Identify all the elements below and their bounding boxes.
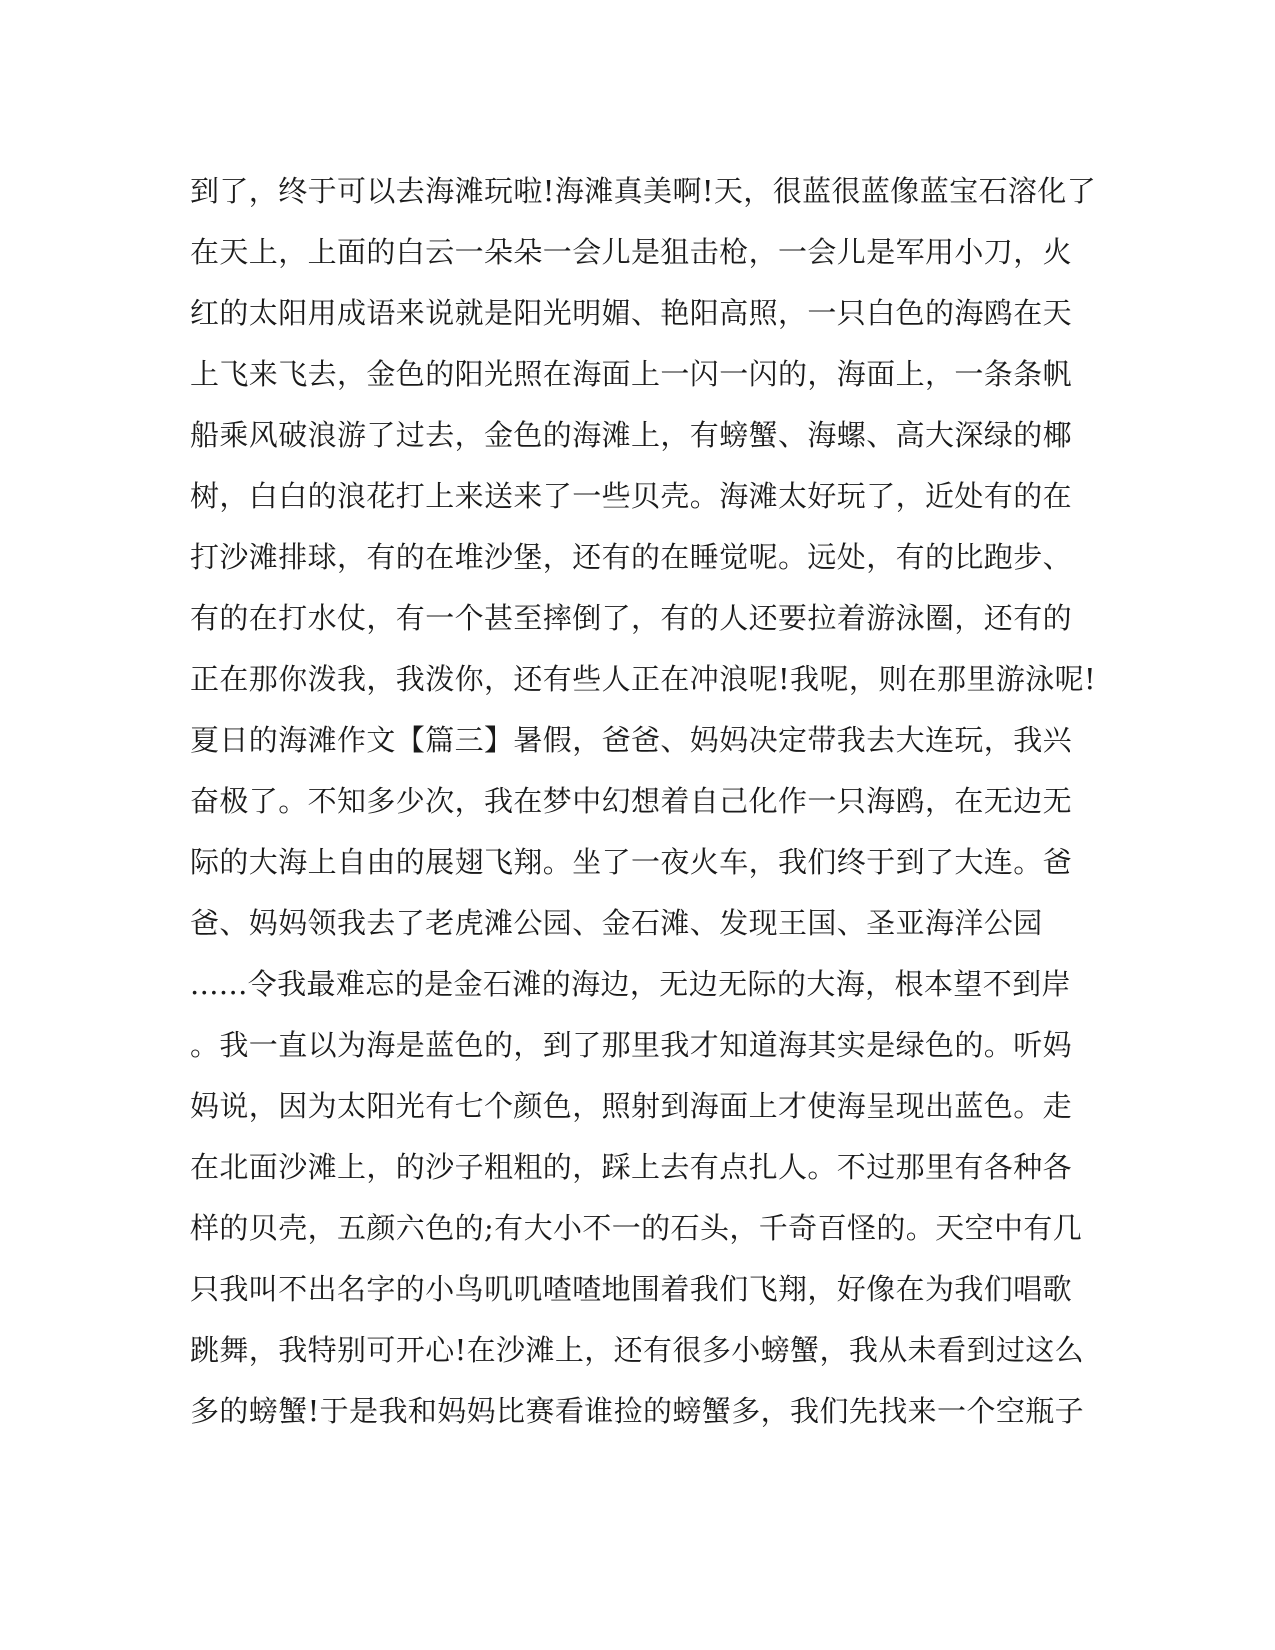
text-line: 上飞来飞去，金色的阳光照在海面上一闪一闪的，海面上，一条条帆: [190, 357, 1073, 391]
text-line: 样的贝壳，五颜六色的;有大小不一的石头，千奇百怪的。天空中有几: [190, 1211, 1083, 1245]
text-line: 在天上，上面的白云一朵朵一会儿是狙击枪，一会儿是军用小刀，火: [190, 235, 1073, 269]
essay-body: [190, 161, 1097, 1442]
text-line: 。我一直以为海是蓝色的，到了那里我才知道海其实是绿色的。听妈: [190, 1028, 1073, 1062]
text-line: 到了，终于可以去海滩玩啦!海滩真美啊!天，很蓝很蓝像蓝宝石溶化了: [190, 174, 1097, 208]
text-line: 船乘风破浪游了过去，金色的海滩上，有螃蟹、海螺、高大深绿的椰: [190, 418, 1073, 452]
text-line: 奋极了。不知多少次，我在梦中幻想着自己化作一只海鸥，在无边无: [190, 784, 1073, 818]
text-line: 跳舞，我特别可开心!在沙滩上，还有很多小螃蟹，我从未看到过这么: [190, 1333, 1085, 1367]
text-line: 只我叫不出名字的小鸟叽叽喳喳地围着我们飞翔，好像在为我们唱歌: [190, 1272, 1073, 1306]
text-line: 树，白白的浪花打上来送来了一些贝壳。海滩太好玩了，近处有的在: [190, 479, 1073, 513]
text-line: 正在那你泼我，我泼你，还有些人正在冲浪呢!我呢，则在那里游泳呢!: [190, 662, 1097, 696]
text-line: 在北面沙滩上，的沙子粗粗的，踩上去有点扎人。不过那里有各种各: [190, 1150, 1073, 1184]
text-line: 夏日的海滩作文【篇三】暑假，爸爸、妈妈决定带我去大连玩，我兴: [190, 723, 1073, 757]
text-line: 多的螃蟹!于是我和妈妈比赛看谁捡的螃蟹多，我们先找来一个空瓶子: [190, 1394, 1085, 1428]
text-line: 有的在打水仗，有一个甚至摔倒了，有的人还要拉着游泳圈，还有的: [190, 601, 1073, 635]
text-line: 爸、妈妈领我去了老虎滩公园、金石滩、发现王国、圣亚海洋公园: [190, 906, 1043, 940]
text-line: 打沙滩排球，有的在堆沙堡，还有的在睡觉呢。远处，有的比跑步、: [190, 540, 1073, 574]
text-line: 妈说，因为太阳光有七个颜色，照射到海面上才使海呈现出蓝色。走: [190, 1089, 1073, 1123]
text-line: ......令我最难忘的是金石滩的海边，无边无际的大海，根本望不到岸: [190, 967, 1071, 1001]
text-line: 际的大海上自由的展翅飞翔。坐了一夜火车，我们终于到了大连。爸: [190, 845, 1073, 879]
text-line: 红的太阳用成语来说就是阳光明媚、艳阳高照，一只白色的海鸥在天: [190, 296, 1073, 330]
